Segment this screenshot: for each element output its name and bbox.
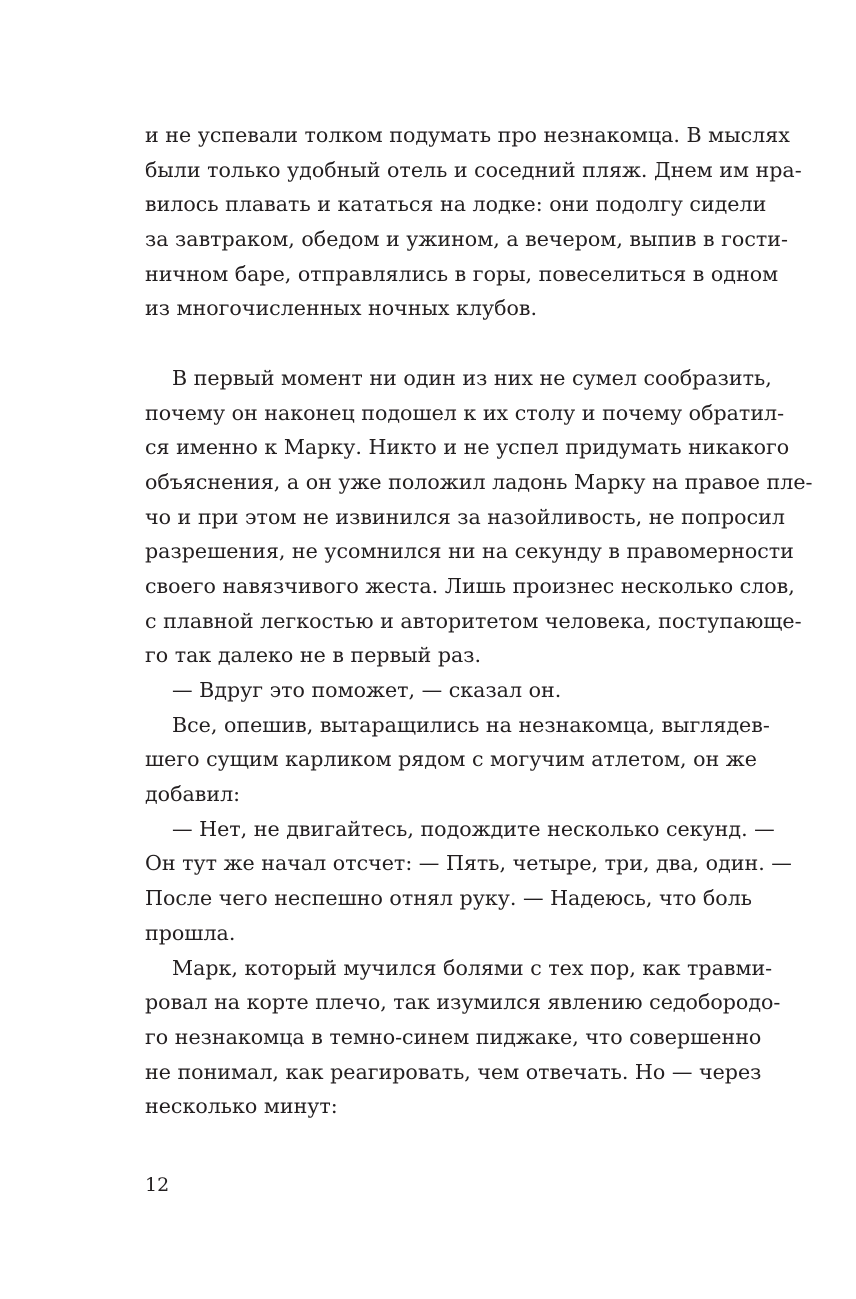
text-line: прошла. xyxy=(145,920,236,945)
text-line: — Вдруг это поможет, — сказал он. xyxy=(172,678,562,702)
section-break xyxy=(145,326,727,361)
text-line: были только удобный отель и соседний пляж. Днем им нра- xyxy=(145,157,802,182)
text-line: объяснения, а он уже положил ладонь Марку на правое пле- xyxy=(145,469,813,494)
paragraph xyxy=(145,812,792,951)
paragraph xyxy=(145,118,802,326)
text-line: чо и при этом не извинился за назойливость, не попросил xyxy=(145,504,785,529)
text-line: ровал на корте плечо, так изумился явлению седобородо- xyxy=(145,990,781,1015)
text-line: с плавной легкостью и авторитетом человека, поступающе- xyxy=(145,608,802,633)
text-line: Все, опешив, вытаращились на незнакомца, выглядев- xyxy=(172,712,770,737)
page-number: 12 xyxy=(145,1174,170,1196)
text-line: не понимал, как реагировать, чем отвечать. Но — через xyxy=(145,1059,762,1084)
text-line: из многочисленных ночных клубов. xyxy=(145,296,538,321)
paragraph xyxy=(145,708,770,812)
text-line: В первый момент ни один из них не сумел сообразить, xyxy=(172,365,772,390)
text-line: шего сущим карликом рядом с могучим атлетом, он же xyxy=(145,747,757,772)
text-line: го так далеко не в первый раз. xyxy=(145,643,482,668)
paragraph xyxy=(145,951,781,1124)
paragraph xyxy=(145,673,727,708)
text-line: своего навязчивого жеста. Лишь произнес несколько слов, xyxy=(145,573,795,598)
text-line: го незнакомца в темно-синем пиджаке, что совершенно xyxy=(145,1024,762,1049)
text-line: несколько минут: xyxy=(145,1094,338,1119)
text-line: вилось плавать и кататься на лодке: они подолгу сидели xyxy=(145,192,767,217)
text-line: — Нет, не двигайтесь, подождите несколько секунд. — xyxy=(172,816,775,841)
text-line: почему он наконец подошел к их столу и почему обратил- xyxy=(145,400,785,425)
text-line: ся именно к Марку. Никто и не успел придумать никакого xyxy=(145,435,790,460)
text-line: и не успевали толком подумать про незнакомца. В мыслях xyxy=(145,123,790,147)
text-line: за завтраком, обедом и ужином, а вечером, выпив в гости- xyxy=(145,227,788,252)
text-line: добавил: xyxy=(145,782,241,807)
text-line: Он тут же начал отсчет: — Пять, четыре, три, два, один. — xyxy=(145,851,792,876)
page-body xyxy=(145,118,813,1124)
paragraph xyxy=(145,361,813,673)
text-line: Марк, который мучился болями с тех пор, как травми- xyxy=(172,955,773,980)
text-line: После чего неспешно отнял руку. — Надеюсь, что боль xyxy=(145,886,752,911)
text-line: ничном баре, отправлялись в горы, повеселиться в одном xyxy=(145,261,779,286)
text-line: разрешения, не усомнился ни на секунду в правомерности xyxy=(145,539,794,564)
